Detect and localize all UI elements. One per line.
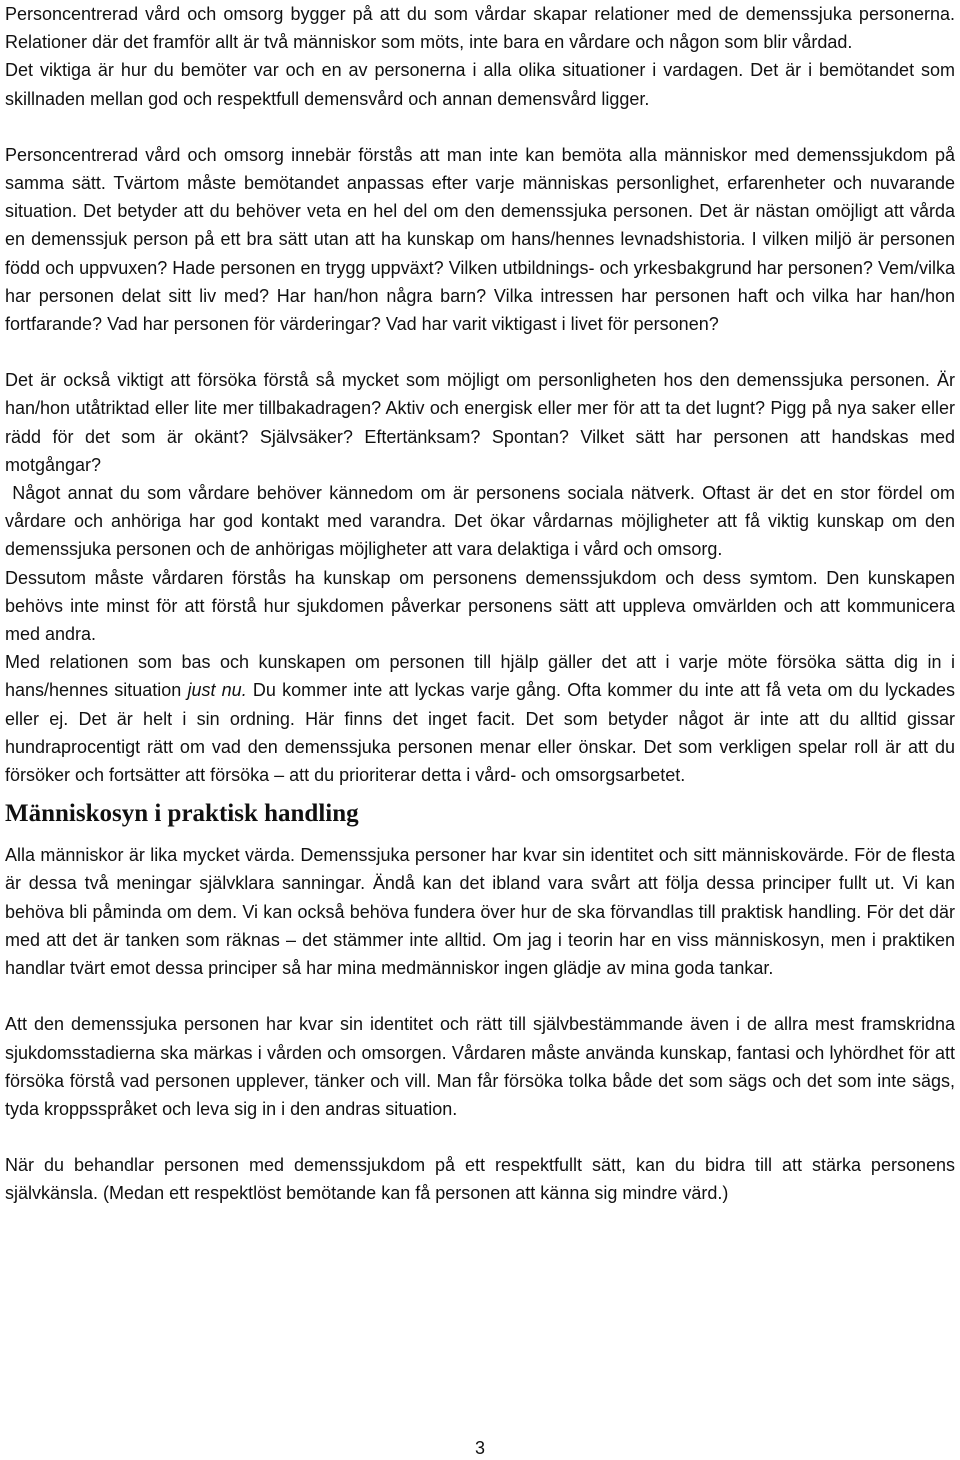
body-paragraph-5	[5, 648, 955, 789]
paragraph-spacer	[5, 113, 955, 141]
body-paragraph-4: Dessutom måste vårdaren förstås ha kunskap om personens demenssjukdom och dess symtom. Den kunskapen behövs inte minst för att förstå hur sjukdomen påverkar personens sätt att uppleva omvärlden och att kommunicera med andra.	[5, 567, 955, 645]
body-paragraph-2: Det är också viktigt att försöka förstå så mycket som möjligt om personligheten hos den demenssjuka personen. Är han/hon utåtriktad eller lite mer tillbakadragen? Aktiv och energisk eller mer för att ta det lugnt? Pigg på nya saker eller rädd för det som är okänt? Självsäker? Eftertänksam? Spontan? Vilket sätt har personen att handskas med motgångar?	[5, 370, 955, 475]
body-paragraph-5-start: Med relationen som bas och kunskapen om personen till hjälp gäller det att i varje möte försöka sätta dig in i hans/hennes situation	[5, 652, 955, 701]
emphasis-text: just nu.	[187, 680, 247, 701]
intro-paragraph	[5, 0, 955, 113]
body-paragraph-3: Något annat du som vårdare behöver kännedom om är personens sociala nätverk. Oftast är det en stor fördel om vårdare och anhöriga har god kontakt med varandra. Det ökar vårdarnas möjligheter att få viktig kunskap om den demenssjuka personen och de anhörigas möjligheter att vara delaktiga i vård och omsorg.	[5, 483, 960, 560]
body-paragraph-1: Personcentrerad vård och omsorg innebär förstås att man inte kan bemöta alla människor med demenssjukdom på samma sätt. Tvärtom måste bemötandet anpassas efter varje människas personlighet, erfarenheter och nuvarande situation. Det betyder att du behöver veta en hel del om den demenssjuka personen. Det är nästan omöjligt att vårda en demenssjuk person på ett bra sätt utan att ha kunskap om hans/hennes levnadshistoria. I vilken miljö är personen född och uppvuxen? Hade personen en trygg uppväxt? Vilken utbildnings- och yrkesbakgrund har personen? Vem/vilka har personen delat sitt liv med? Har han/hon några barn? Vilka intressen har personen haft och vilka har han/hon fortfarande? Vad har personen för värderingar? Vad har varit viktigast i livet för personen?	[5, 144, 955, 335]
paragraph-spacer	[5, 982, 955, 1010]
intro-sentence-2: Relationer där det framför allt är två människor som möts, inte bara en vårdare och någon som blir vårdad.	[5, 32, 853, 53]
body-paragraph-6: Alla människor är lika mycket värda. Demenssjuka personer har kvar sin identitet och sitt människovärde. För de flesta är dessa två meningar självklara sanningar. Ändå kan det ibland vara svårt att följa dessa principer fullt ut. Vi kan behöva bli påminda om dem. Vi kan också behöva fundera över hur de ska förvandlas till praktisk handling. För det där med att det är tanken som räknas – det stämmer inte alltid. Om jag i teorin har en viss människosyn, men i praktiken handlar tvärt emot dessa principer så har mina medmänniskor ingen glädje av mina goda tankar.	[5, 845, 955, 979]
intro-sentence-1: Personcentrerad vård och omsorg bygger på att du som vårdar skapar relationer med de demenssjuka personerna.	[5, 4, 955, 24]
intro-sentence-3: Det viktiga är hur du bemöter var och en av personerna i alla olika situationer i vardagen. Det är i bemötandet som skillnaden mellan god och respektfull demensvård och annan demensvård ligger.	[5, 60, 955, 109]
paragraph-spacer	[5, 338, 955, 366]
body-paragraph-8: När du behandlar personen med demenssjukdom på ett respektfullt sätt, kan du bidra till att stärka personens självkänsla. (Medan ett respektlöst bemötande kan få personen att känna sig mindre värd.)	[5, 1155, 955, 1204]
body-paragraph-7: Att den demenssjuka personen har kvar sin identitet och rätt till självbestämmande även i de allra mest framskridna sjukdomsstadierna ska märkas i vården och omsorgen. Vårdaren måste använda kunskap, fantasi och lyhördhet för att försöka förstå vad personen upplever, tänker och vill. Man får försöka tolka både det som sägs och det som inte sägs, tyda kroppsspråket och leva sig in i den andras situation.	[5, 1014, 955, 1119]
section-heading: Människosyn i praktisk handling	[5, 800, 359, 828]
document-page	[5, 0, 960, 1208]
paragraph-spacer	[5, 1123, 955, 1151]
body-paragraph-5-end: Du kommer inte att lyckas varje gång. Ofta kommer du inte att få veta om du lyckades eller ej. Det är helt i sin ordning. Här finns det inget facit. Det som betyder något är inte att du alltid gissar hundraprocentigt rätt om vad den demenssjuka personen menar eller önskar. Det som verkligen spelar roll är att du försöker och fortsätter att försöka – att du prioriterar detta i vård- och omsorgsarbetet.	[5, 680, 955, 786]
page-number: 3	[474, 1438, 485, 1458]
